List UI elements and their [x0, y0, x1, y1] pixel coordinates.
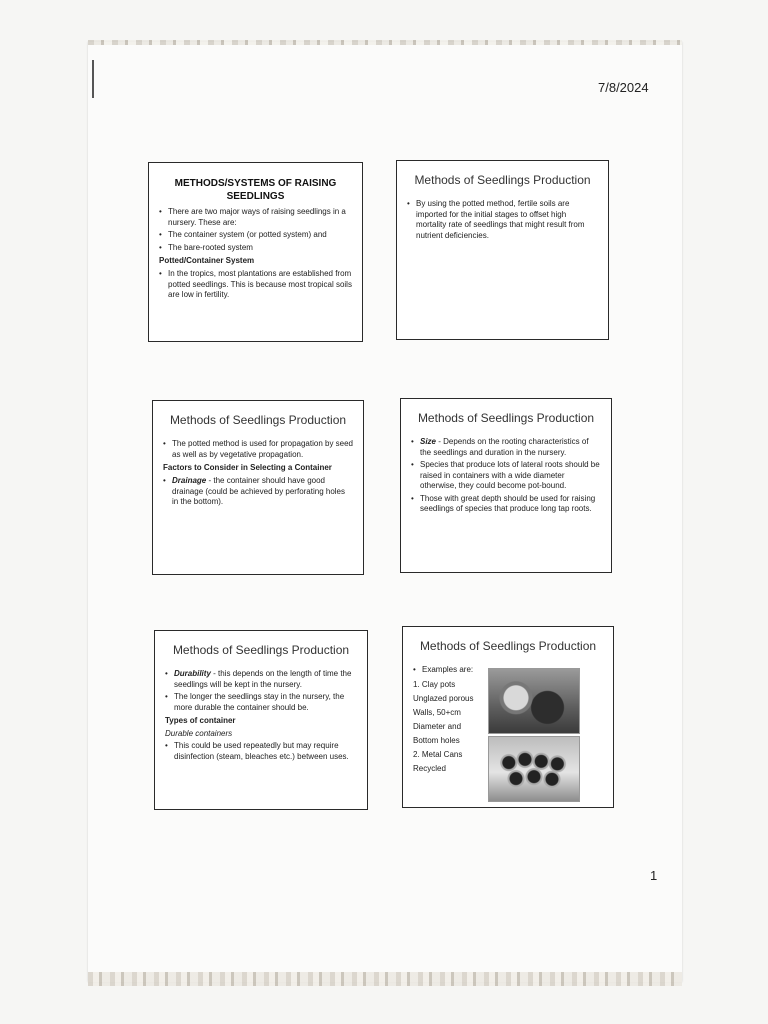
bullet-item — [163, 476, 353, 508]
section-subheading: Durable containers — [165, 729, 233, 738]
example-line: 1. Clay pots — [413, 679, 456, 689]
slide-title: Methods of Seedlings Production — [419, 639, 597, 653]
clay-pot-photo — [488, 668, 580, 734]
slide-5 — [154, 630, 368, 810]
bullet-list — [159, 207, 352, 253]
bullet-item: • The potted method is used for propagation by seed as well as by vegetative propagation. — [163, 439, 353, 460]
term-description: - the container should have good drainage (could be achieved by perforating holes in the bottom). — [172, 476, 346, 506]
slide-1 — [148, 162, 363, 342]
term-label: Drainage — [172, 476, 207, 485]
bullet-list — [159, 269, 352, 301]
bullet-list — [163, 439, 353, 460]
bullet-item: • The container system (or potted system) and — [159, 230, 352, 241]
margin-mark — [92, 60, 94, 98]
slide-4 — [400, 398, 612, 573]
bullet-item: • This could be used repeatedly but may require disinfection (steam, bleaches etc.) between uses. — [165, 741, 357, 762]
bullet-list — [165, 741, 357, 762]
term-label: Size — [420, 437, 437, 446]
example-line: Diameter and — [413, 721, 462, 731]
bullet-list — [163, 476, 353, 508]
slide-3 — [152, 400, 364, 575]
bullet-item: • In the tropics, most plantations are established from potted seedlings. This is because most tropical soils are low in fertility. — [159, 269, 352, 301]
term-label: Durability — [174, 669, 211, 678]
bullet-list — [407, 199, 598, 241]
example-line: Unglazed porous — [413, 693, 474, 703]
slide-title: Methods of Seedlings Production — [169, 413, 347, 427]
paper-top-edge — [88, 40, 682, 45]
bullet-item: • Those with great depth should be used for raising seedlings of species that produce long tap roots. — [411, 494, 601, 515]
bullet-item: • Species that produce lots of lateral roots should be raised in containers with a wide diameter otherwise, they could become pot-bound. — [411, 460, 601, 492]
bullet-item — [165, 669, 357, 690]
slide-2 — [396, 160, 609, 340]
example-line: Recycled — [413, 763, 446, 773]
section-heading: Factors to Consider in Selecting a Container — [163, 463, 332, 472]
section-heading: Types of container — [165, 716, 236, 725]
example-line: 2. Metal Cans — [413, 749, 463, 759]
bullet-item: • By using the potted method, fertile soils are imported for the initial stages to offset high mortality rate of seedlings that might result from nutrient deficiencies. — [407, 199, 598, 241]
handout-date: 7/8/2024 — [598, 80, 649, 95]
section-heading: Potted/Container System — [159, 256, 255, 265]
paper-bottom-edge — [88, 972, 682, 986]
bullet-item: • Examples are: — [413, 665, 603, 676]
term-description: - this depends on the length of time the seedlings will be kept in the nursery. — [174, 669, 352, 689]
term-description: - Depends on the rooting characteristics of the seedlings and duration in the nursery. — [420, 437, 589, 457]
bullet-item — [411, 437, 601, 458]
bullet-item: • The bare-rooted system — [159, 243, 352, 254]
slide-title: Methods of Seedlings Production — [172, 643, 350, 657]
bullet-list — [165, 669, 357, 713]
slide-title: Methods of Seedlings Production — [417, 411, 595, 425]
slide-title: METHODS/SYSTEMS OF RAISING SEEDLINGS — [174, 178, 337, 202]
page-number: 1 — [650, 868, 658, 883]
bullet-item: • The longer the seedlings stay in the nursery, the more durable the container should be. — [165, 692, 357, 713]
bullet-item: • There are two major ways of raising seedlings in a nursery. These are: — [159, 207, 352, 228]
example-line: Walls, 50+cm — [413, 707, 461, 717]
bullet-list — [411, 437, 601, 515]
metal-cans-photo — [488, 736, 580, 802]
slide-title: Methods of Seedlings Production — [414, 173, 591, 187]
example-line: Bottom holes — [413, 735, 460, 745]
